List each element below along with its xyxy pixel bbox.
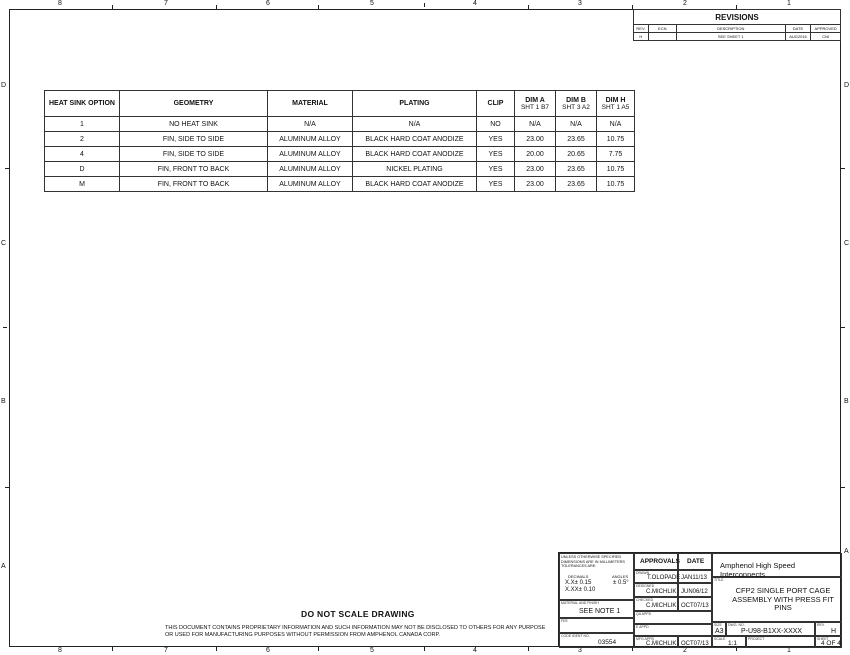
ecn-cell — [648, 33, 676, 41]
rev-value: H — [831, 628, 837, 635]
angles-label: ANGLES — [612, 574, 629, 579]
zone-tick — [112, 5, 113, 9]
tolerance-two-place: X.XX± 0.10 — [565, 587, 596, 593]
size-label: SIZE — [714, 623, 722, 627]
table-cell: 4 — [45, 147, 120, 162]
zone-tick — [5, 487, 9, 488]
zone-tick — [318, 647, 319, 651]
clip-header: CLIP — [477, 91, 515, 117]
zone-label-bottom: 5 — [370, 647, 374, 654]
fee-cell — [559, 618, 634, 633]
scale-label: SCALE — [714, 637, 726, 641]
table-cell: N/A — [353, 117, 477, 132]
zone-label-left: C — [1, 240, 7, 247]
table-cell: YES — [477, 132, 515, 147]
sheet-value: 4 OF 4 — [821, 640, 841, 647]
zone-label-bottom: 8 — [58, 647, 62, 654]
checked-date: OCT07/13 — [681, 603, 709, 609]
zone-tick — [112, 647, 113, 651]
table-cell: FIN, SIDE TO SIDE — [120, 132, 268, 147]
date-header: DATE — [687, 558, 705, 565]
approved-cell: CNI — [811, 33, 841, 41]
table-row — [45, 147, 635, 162]
zone-label-right: B — [844, 398, 849, 405]
table-row — [45, 177, 635, 192]
table-cell: 23.00 — [515, 177, 556, 192]
tolerance-note: UNLESS OTHERWISE SPECIFIED DIMENSIONS ARE IN MILLIMETERS TOLERANCES ARE: — [561, 555, 625, 568]
revisions-row — [634, 33, 841, 41]
table-cell: FIN, FRONT TO BACK — [120, 162, 268, 177]
table-cell: 23.65 — [556, 132, 597, 147]
drawn-by: T.OLOPADE — [647, 575, 681, 581]
project-label: PROJECT — [748, 637, 765, 641]
zone-label-bottom: 2 — [683, 647, 687, 654]
zone-tick — [528, 5, 529, 9]
decimals-label: DECIMALS — [568, 574, 589, 579]
table-cell: 20.65 — [556, 147, 597, 162]
date-header-cell — [678, 553, 712, 570]
table-cell: BLACK HARD COAT ANODIZE — [353, 147, 477, 162]
dwg-no-cell — [726, 622, 815, 636]
rev-cell — [815, 622, 842, 636]
zone-label-top: 6 — [266, 0, 270, 7]
table-cell: YES — [477, 147, 515, 162]
proprietary-line-1: THIS DOCUMENT CONTAINS PROPRIETARY INFORMATION AND SUCH INFORMATION MAY NOT BE DISCLOSED TO OTHERS FOR ANY PURPOSE — [165, 625, 546, 631]
table-cell: ALUMINUM ALLOY — [268, 177, 353, 192]
zone-label-right: C — [844, 240, 850, 247]
e-appd-label: E APPD — [636, 625, 649, 629]
table-cell: NO — [477, 117, 515, 132]
e-appd-cell — [634, 624, 712, 636]
table-cell: ALUMINUM ALLOY — [268, 132, 353, 147]
scale-cell — [712, 636, 746, 648]
table-cell: 10.75 — [597, 162, 635, 177]
zone-tick — [5, 168, 9, 169]
table-cell: NO HEAT SINK — [120, 117, 268, 132]
mfg-by: C.MICHLIK — [646, 641, 677, 647]
drawing-number: P-U98-B1XX-XXXX — [741, 628, 803, 635]
material-header: MATERIAL — [268, 91, 353, 117]
date-header: DATE — [785, 25, 811, 33]
zone-tick — [528, 647, 529, 651]
description-cell: SEE SHEET 1 — [676, 33, 785, 41]
table-cell: ALUMINUM ALLOY — [268, 162, 353, 177]
dwg-no-label: DWG. NO. — [728, 623, 745, 627]
mfg-date-cell — [678, 636, 712, 648]
table-cell: M — [45, 177, 120, 192]
checked-by: C.MICHLIK — [646, 603, 677, 609]
zone-label-top: 7 — [164, 0, 168, 7]
table-row — [45, 117, 635, 132]
drawn-label: DRAWN — [636, 571, 650, 575]
approvals-header: APPROVALS — [640, 558, 680, 565]
zone-label-bottom: 7 — [164, 647, 168, 654]
zone-label-top: 3 — [578, 0, 582, 7]
approved-header: APPROVED — [811, 25, 841, 33]
table-cell: ALUMINUM ALLOY — [268, 147, 353, 162]
table-cell: 10.75 — [597, 132, 635, 147]
zone-tick — [841, 327, 845, 328]
table-cell: FIN, SIDE TO SIDE — [120, 147, 268, 162]
do-not-scale-note: DO NOT SCALE DRAWING — [301, 609, 415, 619]
designed-date-cell — [678, 583, 712, 597]
zone-label-top: 8 — [58, 0, 62, 7]
table-cell: D — [45, 162, 120, 177]
table-cell: 10.75 — [597, 177, 635, 192]
table-cell: 7.75 — [597, 147, 635, 162]
table-cell: 2 — [45, 132, 120, 147]
table-cell: N/A — [515, 117, 556, 132]
table-row — [45, 162, 635, 177]
zone-label-bottom: 4 — [473, 647, 477, 654]
zone-tick — [841, 168, 845, 169]
revisions-table — [633, 9, 841, 41]
size-value: A3 — [715, 628, 724, 635]
zone-label-right: D — [844, 82, 850, 89]
drawing-title: CFP2 SINGLE PORT CAGE ASSEMBLY WITH PRESS FIT PINS — [732, 586, 834, 612]
rev-label: REV. — [817, 623, 825, 627]
dim-h-header: DIM H SHT 1 A5 — [597, 91, 635, 117]
zone-label-bottom: 3 — [578, 647, 582, 654]
table-cell: 20.00 — [515, 147, 556, 162]
project-cell — [746, 636, 815, 648]
approvals-header-cell — [634, 553, 678, 570]
description-header: DESCRIPTION — [676, 25, 785, 33]
scale-value: 1:1 — [728, 640, 738, 647]
qa-label: QA APPD — [636, 612, 652, 616]
code-ident-cell — [559, 633, 634, 648]
table-cell: YES — [477, 177, 515, 192]
table-cell: 23.65 — [556, 177, 597, 192]
table-cell: YES — [477, 162, 515, 177]
sheet-label: SHEET — [817, 637, 829, 641]
table-cell: 23.00 — [515, 162, 556, 177]
table-cell: N/A — [556, 117, 597, 132]
zone-label-right: A — [844, 548, 849, 555]
zone-tick — [841, 487, 845, 488]
designed-cell — [634, 583, 678, 597]
zone-label-bottom: 6 — [266, 647, 270, 654]
zone-tick — [216, 5, 217, 9]
zone-tick — [424, 3, 425, 7]
drawn-cell — [634, 570, 681, 583]
checked-label: CHECKED — [636, 598, 654, 602]
dim-a-header: DIM A SHT 1 B7 — [515, 91, 556, 117]
revisions-title: REVISIONS — [634, 10, 841, 25]
heat-sink-header-row — [45, 91, 635, 117]
fee-label: FEE — [561, 619, 568, 623]
proprietary-line-2: OR USED FOR MANUFACTURING PURPOSES WITHOUT PERMISSION FROM AMPHENOL CANADA CORP. — [165, 632, 440, 638]
zone-label-top: 2 — [683, 0, 687, 7]
company-name: Amphenol High Speed Interconnects — [720, 561, 796, 579]
mfg-label: MFG APPD — [636, 637, 655, 641]
designed-by: C.MICHLIK — [646, 589, 677, 595]
qa-cell — [634, 611, 712, 624]
dim-b-header: DIM B SHT 3 A2 — [556, 91, 597, 117]
title-block — [558, 552, 841, 647]
drawn-date: JAN11/13 — [681, 575, 707, 581]
tolerance-one-place: X.X± 0.15 — [565, 580, 592, 586]
ecn-header: ECN — [648, 25, 676, 33]
code-ident-value: 03554 — [598, 639, 617, 646]
table-cell: BLACK HARD COAT ANODIZE — [353, 177, 477, 192]
title-label: TITLE — [714, 578, 724, 582]
zone-tick — [318, 5, 319, 9]
zone-label-top: 5 — [370, 0, 374, 7]
table-cell: 1 — [45, 117, 120, 132]
zone-label-left: A — [1, 563, 6, 570]
revisions-header-row — [634, 25, 841, 33]
rev-cell: H — [634, 33, 649, 41]
date-cell: AUG2016 — [785, 33, 811, 41]
checked-cell — [634, 597, 678, 611]
table-cell: N/A — [268, 117, 353, 132]
size-cell — [712, 622, 726, 636]
proprietary-notice — [165, 625, 565, 639]
company-cell — [712, 553, 842, 577]
table-cell: FIN, FRONT TO BACK — [120, 177, 268, 192]
zone-tick — [424, 647, 425, 651]
table-cell: NICKEL PLATING — [353, 162, 477, 177]
checked-date-cell — [678, 597, 712, 611]
table-cell: BLACK HARD COAT ANODIZE — [353, 132, 477, 147]
code-ident-label: CODE IDENT NO. — [561, 634, 590, 638]
table-cell: N/A — [597, 117, 635, 132]
sheet-cell — [815, 636, 842, 648]
tolerance-cell — [559, 553, 634, 600]
heat-sink-table — [44, 90, 635, 192]
tolerance-angle: ± 0.5° — [613, 580, 629, 586]
material-value: SEE NOTE 1 — [579, 608, 621, 615]
designed-date: JUN06/12 — [681, 589, 708, 595]
drawn-date-cell — [678, 570, 712, 583]
plating-header: PLATING — [353, 91, 477, 117]
material-label: MATERIAL AND FINISH — [561, 601, 599, 605]
table-row — [45, 132, 635, 147]
zone-label-left: D — [1, 82, 7, 89]
designed-label: DESIGNED — [636, 584, 655, 588]
rev-header: REV. — [634, 25, 649, 33]
zone-tick — [216, 647, 217, 651]
table-cell: 23.65 — [556, 162, 597, 177]
mfg-cell — [634, 636, 678, 648]
geometry-header: GEOMETRY — [120, 91, 268, 117]
zone-label-top: 4 — [473, 0, 477, 7]
mfg-date: OCT07/13 — [681, 641, 709, 647]
table-cell: 23.00 — [515, 132, 556, 147]
heat-sink-header: HEAT SINK OPTION — [45, 91, 120, 117]
title-cell — [712, 577, 842, 622]
zone-label-left: B — [1, 398, 6, 405]
material-cell — [559, 600, 634, 618]
zone-label-bottom: 1 — [787, 647, 791, 654]
zone-tick — [3, 327, 7, 328]
zone-label-top: 1 — [787, 0, 791, 7]
